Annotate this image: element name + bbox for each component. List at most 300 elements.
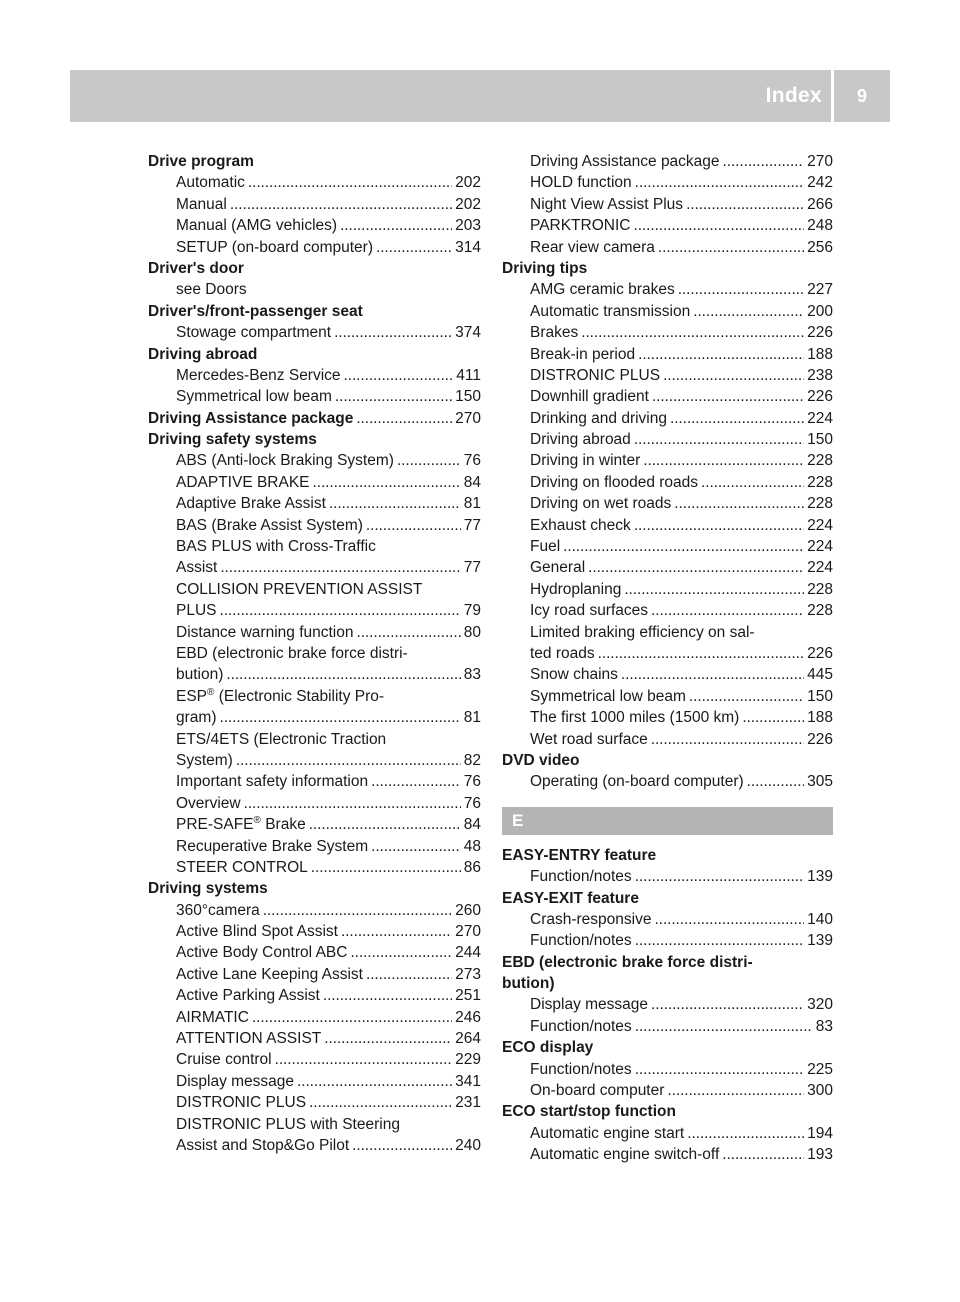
index-entry-text [530,557,585,578]
dot-leader [248,172,452,193]
index-entry-text [176,836,368,857]
dot-leader [693,301,804,322]
index-entry-label: Brakes [530,324,579,342]
index-heading-text: EBD (electronic brake force distri- [502,953,753,971]
index-entry [502,1059,833,1080]
index-entry-text [176,450,394,471]
index-entry-text [530,429,631,450]
index-entry-label: BAS (Brake Assist System) [176,516,363,534]
index-entry-text [176,793,241,814]
index-heading [502,1037,833,1058]
index-entry-label: Distance warning function [176,623,354,641]
index-entry [148,771,481,792]
index-entry-text [530,279,675,300]
index-heading-text: Driving systems [148,880,268,898]
index-heading-text: EASY-EXIT feature [502,889,639,907]
index-entry-text [530,408,667,429]
index-entry-label: General [530,559,586,577]
page-reference: 341 [455,1072,481,1090]
page-reference: 194 [807,1124,833,1142]
dot-leader [219,707,460,728]
index-entry-text [530,1059,632,1080]
index-heading-text: DVD video [502,751,580,769]
index-entry-label: Driving abroad [530,431,631,449]
index-entry [148,857,481,878]
index-entry-text [176,1007,249,1028]
dot-leader [667,1080,804,1101]
index-entry [148,814,481,835]
index-entry [148,1092,481,1113]
index-entry-label: ATTENTION ASSIST [176,1030,322,1048]
index-heading-text: Driving abroad [148,345,258,363]
index-entry [502,771,833,792]
dot-leader [686,194,804,215]
index-entry-text [530,1080,664,1101]
page-reference: 81 [463,709,481,727]
index-entry-label: Snow chains [530,666,618,684]
index-column-right [502,151,833,1166]
index-entry-text: Limited braking efficiency on sal- [530,623,755,641]
index-entry [502,707,833,728]
dot-leader [357,622,461,643]
index-entry-label: Automatic engine switch-off [530,1146,720,1164]
index-entry [502,472,833,493]
index-entry-text-cont: (Electronic Stability Pro- [214,687,385,705]
index-entry-text [176,386,332,407]
dot-leader [651,729,804,750]
index-entry-text [148,408,353,429]
index-entry [148,664,481,685]
index-heading [502,1101,833,1122]
index-entry-text [530,866,632,887]
index-entry [148,557,481,578]
index-entry [502,493,833,514]
dot-leader [687,1123,804,1144]
index-entry [148,900,481,921]
page-reference: 445 [807,666,833,684]
registered-mark: ® [253,815,261,827]
page-reference: 224 [807,516,833,534]
dot-leader [376,237,452,258]
index-entry-text: BAS PLUS with Cross-Traffic [176,538,376,556]
index-entry-label: Manual [176,195,227,213]
dot-leader [334,322,452,343]
index-entry-label: Symmetrical low beam [176,388,332,406]
index-entry [502,172,833,193]
index-entry-label: AIRMATIC [176,1008,249,1026]
dot-leader [651,600,804,621]
dot-leader [652,386,804,407]
page-reference: 76 [463,794,481,812]
index-entry-label: Symmetrical low beam [530,687,686,705]
index-entry [148,707,481,728]
dot-leader [397,450,461,471]
index-entry-text [530,643,595,664]
dot-leader [311,857,461,878]
index-entry-label: Adaptive Brake Assist [176,495,326,513]
index-entry-label: Drinking and driving [530,409,667,427]
index-entry-label: Night View Assist Plus [530,195,684,213]
index-entry-label: PRE-SAFE [176,816,254,834]
dot-leader [624,579,804,600]
index-entry-label: Recuperative Brake System [176,837,369,855]
dot-leader [309,814,461,835]
index-entry-text [530,344,635,365]
index-entry-label: DISTRONIC PLUS [176,1094,307,1112]
index-entry-text [530,301,690,322]
index-entry [502,686,833,707]
index-heading [502,952,833,973]
page-reference: 86 [463,858,481,876]
index-entry-text [176,814,306,835]
index-subentry [148,536,481,557]
index-entry-label: ted roads [530,644,595,662]
index-entry-text [530,994,648,1015]
index-entry-label: Display message [530,996,649,1014]
index-heading [148,258,481,279]
page-reference: 202 [455,195,481,213]
index-entry-text [176,322,331,343]
index-entry [148,215,481,236]
index-entry-label: Function/notes [530,1017,632,1035]
index-entry [502,194,833,215]
dot-leader [634,515,804,536]
index-entry-text [530,686,686,707]
dot-leader [329,493,461,514]
index-entry-text [176,985,320,1006]
index-heading [148,301,481,322]
index-entry-text [176,857,308,878]
page-reference: 188 [807,709,833,727]
page-reference: 228 [807,580,833,598]
index-entry-text [176,1049,272,1070]
dot-leader [651,994,804,1015]
index-entry-text [530,579,621,600]
page-reference: 200 [807,302,833,320]
page-reference: 264 [455,1030,481,1048]
index-entry [148,793,481,814]
index-heading-text: ECO display [502,1039,594,1057]
page-reference: 270 [807,153,833,170]
index-entry-label: The first 1000 miles (1500 km) [530,709,740,727]
index-entry-text: ESP [176,687,208,705]
section-letter-e: E [502,807,833,835]
index-entry [148,600,481,621]
index-entry-text [176,707,216,728]
page-reference: 248 [807,217,833,235]
dot-leader [635,1016,813,1037]
index-entry [502,215,833,236]
index-entry-text [176,1028,321,1049]
dot-leader [588,557,804,578]
page-reference: 188 [807,345,833,363]
index-entry [502,301,833,322]
index-entry [148,493,481,514]
dot-leader [263,900,452,921]
index-entry-text [530,600,648,621]
page-reference: 193 [807,1146,833,1164]
index-heading-text: ECO start/stop function [502,1103,676,1121]
page-reference: 246 [455,1008,481,1026]
page-reference: 320 [807,996,833,1014]
index-entry-text [530,322,578,343]
index-entry-label-cont: Brake [260,816,306,834]
index-entry-text [176,964,363,985]
index-entry [148,194,481,215]
index-entry [148,985,481,1006]
index-entry-text [530,707,739,728]
page-reference: 150 [455,388,481,406]
index-entry-label: 360°camera [176,901,260,919]
page-reference: 228 [807,602,833,620]
index-entry-text [530,172,632,193]
index-subentry [148,686,481,707]
dot-leader [313,472,461,493]
index-entry-label: PLUS [176,602,217,620]
index-entry-label: AMG ceramic brakes [530,281,675,299]
dot-leader [324,1028,452,1049]
index-entry [148,322,481,343]
index-entry-label: Crash-responsive [530,910,652,928]
index-entry-text [176,750,233,771]
page-reference: 226 [807,644,833,662]
page-reference: 273 [455,965,481,983]
index-subentry [148,279,481,300]
dot-leader [722,1144,804,1165]
index-entry-label: ABS (Anti-lock Braking System) [176,452,394,470]
index-entry [502,536,833,557]
dot-leader [638,344,804,365]
index-entry-label: Active Lane Keeping Assist [176,965,363,983]
dot-leader [663,365,804,386]
index-entry-text [530,1123,684,1144]
index-column-left [148,151,481,1156]
index-entry [502,515,833,536]
index-entry-label: DISTRONIC PLUS [530,366,661,384]
index-entry-label: Active Blind Spot Assist [176,923,338,941]
index-entry [502,1016,833,1037]
index-entry [148,365,481,386]
dot-leader [344,365,454,386]
index-entry [502,386,833,407]
dot-leader [742,707,804,728]
index-entry-text [530,1016,632,1037]
page-reference: 224 [807,538,833,556]
index-entry [148,386,481,407]
dot-leader [309,1092,452,1113]
page-reference: 226 [807,388,833,406]
page-reference: 83 [463,666,481,684]
index-heading [148,151,481,172]
index-entry-label: Assist and Stop&Go Pilot [176,1136,350,1154]
page-reference: 203 [455,217,481,235]
page-reference: 83 [815,1017,833,1035]
index-entry-text [176,921,338,942]
index-entry-label: Important safety information [176,773,369,791]
dot-leader [323,985,452,1006]
index-entry-text [176,900,260,921]
index-entry [148,1071,481,1092]
page-reference: 231 [455,1094,481,1112]
page-number: 9 [856,86,867,106]
index-entry-text [530,536,560,557]
dot-leader [220,600,461,621]
index-entry-text [530,664,618,685]
index-entry-text [176,1092,306,1113]
index-entry-label: Wet road surface [530,730,648,748]
index-entry [502,600,833,621]
index-entry [502,429,833,450]
index-entry [502,579,833,600]
index-group-d [502,151,833,793]
page-reference: 240 [455,1136,481,1154]
dot-leader [581,322,804,343]
index-entry [502,237,833,258]
index-entry-text [530,515,631,536]
index-entry-text [530,386,649,407]
index-entry-text [176,493,326,514]
index-entry [502,1144,833,1165]
index-entry [148,964,481,985]
index-entry [502,1123,833,1144]
index-entry-label: Manual (AMG vehicles) [176,217,338,235]
page-reference: 266 [807,195,833,213]
index-entry [502,909,833,930]
index-entry-label: Stowage compartment [176,324,332,342]
index-entry-label: gram) [176,709,217,727]
index-entry-label: Assist [176,559,218,577]
index-entry-label: Break-in period [530,345,636,363]
dot-leader [674,493,804,514]
index-heading [502,258,833,279]
index-entry-label: Driving on flooded roads [530,473,699,491]
page-reference: 81 [463,495,481,513]
index-entry-label: Overview [176,794,241,812]
index-entry [502,866,833,887]
page-reference: 140 [807,910,833,928]
index-entry [148,942,481,963]
index-entry [502,557,833,578]
index-entry-text: ETS/4ETS (Electronic Traction [176,730,387,748]
index-entry-label: On-board computer [530,1082,665,1100]
page-reference: 82 [463,751,481,769]
index-entry [502,994,833,1015]
index-entry-label: Automatic transmission [530,302,691,320]
page-reference: 227 [807,281,833,299]
dot-leader [689,686,804,707]
index-entry-text [530,194,683,215]
dot-leader [236,750,461,771]
index-entry-label: Operating (on-board computer) [530,773,744,791]
page-reference: 226 [807,324,833,342]
index-subentry [502,622,833,643]
index-subentry [148,1114,481,1135]
page-reference: 251 [455,987,481,1005]
page-reference: 305 [807,773,833,791]
index-entry-text [176,600,217,621]
dot-leader [633,215,804,236]
index-entry-text [530,472,698,493]
index-entry [502,930,833,951]
index-heading-text: EASY-ENTRY feature [502,846,657,864]
index-entry-label: Active Parking Assist [176,987,320,1005]
index-entry-label: Hydroplaning [530,580,622,598]
index-entry-text [530,909,651,930]
index-subentry [148,643,481,664]
index-subentry [148,729,481,750]
index-entry [148,622,481,643]
dot-leader [230,194,452,215]
index-heading [148,878,481,899]
dot-leader [244,793,461,814]
dot-leader [340,215,452,236]
index-heading-text: Driver's/front-passenger seat [148,302,363,320]
dot-leader [275,1049,453,1070]
index-entry-label: HOLD function [530,174,632,192]
index-group-e [502,845,833,1166]
page-reference: 238 [807,366,833,384]
index-heading-entry [148,408,481,429]
index-entry-text [176,365,341,386]
index-entry [148,515,481,536]
dot-leader [635,172,804,193]
index-entry-label: SETUP (on-board computer) [176,238,373,256]
index-entry [502,408,833,429]
page-reference: 374 [455,324,481,342]
index-entry-label: STEER CONTROL [176,858,308,876]
index-entry-text [176,664,223,685]
dot-leader [563,536,804,557]
index-heading [502,845,833,866]
index-entry-text: COLLISION PREVENTION ASSIST [176,580,423,598]
index-entry-text [176,472,310,493]
index-entry-label: Exhaust check [530,516,631,534]
index-entry [148,1049,481,1070]
index-entry [502,450,833,471]
index-entry-text [176,215,337,236]
registered-mark: ® [207,686,215,698]
index-heading [502,750,833,771]
index-entry [148,1007,481,1028]
index-entry-label: Driving in winter [530,452,641,470]
index-entry-label: Downhill gradient [530,388,649,406]
index-entry-text [176,237,373,258]
dot-leader [747,771,804,792]
index-entry-text [176,1135,349,1156]
dot-leader [643,450,804,471]
page-reference: 48 [463,837,481,855]
index-entry-text [176,172,245,193]
index-entry [148,472,481,493]
index-entry-text: see Doors [176,281,247,299]
index-heading [148,429,481,450]
index-entry-label: Fuel [530,538,561,556]
page-reference: 314 [455,238,481,256]
dot-leader [356,408,452,429]
index-heading-text: Driving tips [502,259,588,277]
dot-leader [220,557,460,578]
dot-leader [598,643,804,664]
index-entry-text [176,194,227,215]
dot-leader [701,472,804,493]
page-reference: 224 [807,409,833,427]
index-entry-label: Rear view camera [530,238,655,256]
index-entry-text [530,1144,719,1165]
page-reference: 228 [807,473,833,491]
dot-leader [341,921,452,942]
index-entry [502,643,833,664]
index-entry-text: EBD (electronic brake force distri- [176,644,408,662]
